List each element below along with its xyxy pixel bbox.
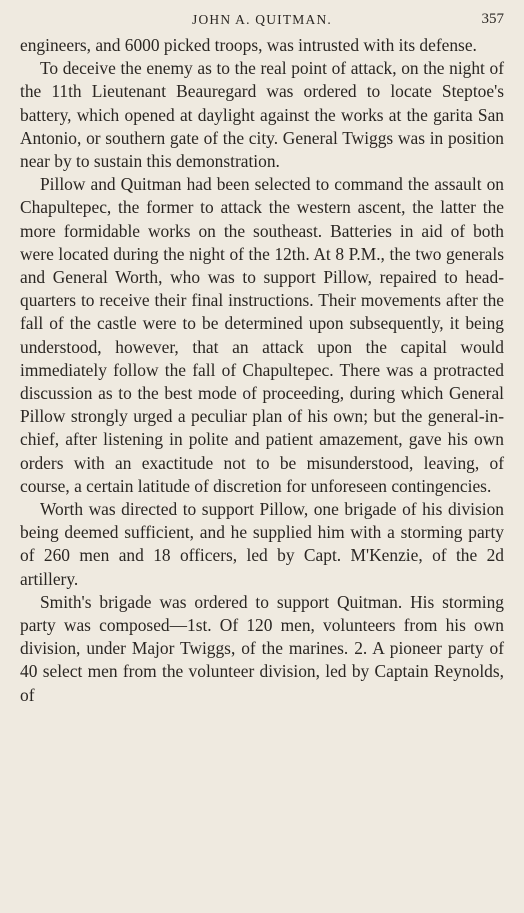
- paragraph-continued: engineers, and 6000 picked troops, was intrusted with its defense.: [20, 35, 477, 55]
- paragraph-worth: Worth was directed to support Pillow, one brigade of his division being deemed sufficient, and he supplied him with a storming party of 260 men and 18 officers, led by Capt. M'Kenzie, of the 2d artillery.: [20, 499, 504, 589]
- paragraph-chapultepec-assault: Pillow and Quitman had been selected to command the assault on Chapultepec, the former to attack the western ascent, the latter the more formidable works on the southeast. Batteries in aid of both were located during the night of the 12th. At 8 P.M., the two generals and General Worth, who was to support Pillow, repaired to head-quarters to receive their final instructions. Their movements after the fall of the castle were to be determined upon subsequently, it being understood, however, that an attack upon the capital would immediately follow the fall of Chapultepec. There was a protracted discussion as to the best mode of proceeding, during which General Pillow strongly urged a peculiar plan of his own; but the general-in-chief, after listening in polite and patient amazement, gave his own orders with an exactitude not to be misunderstood, leaving, of course, a certain latitude of discretion for unforeseen contingencies.: [20, 174, 504, 496]
- paragraph-beauregard: To deceive the enemy as to the real point of attack, on the night of the 11th Lieutenant Beauregard was ordered to locate Steptoe's battery, which opened at daylight against the works at the garita San Antonio, or southern gate of the city. General Twiggs was in position near by to sustain this demonstration.: [20, 58, 504, 172]
- running-title: JOHN A. QUITMAN.: [192, 12, 332, 27]
- paragraph-smith-brigade: Smith's brigade was ordered to support Quitman. His storming party was composed—1st. Of 120 men, volunteers from his own division, under Major Twiggs, of the marines. 2. A pioneer party of 40 select men from the volunteer division, led by Captain Reynolds, of: [20, 591, 504, 705]
- page-number: 357: [481, 11, 504, 27]
- running-head: [20, 8, 504, 34]
- body-text: [20, 34, 504, 707]
